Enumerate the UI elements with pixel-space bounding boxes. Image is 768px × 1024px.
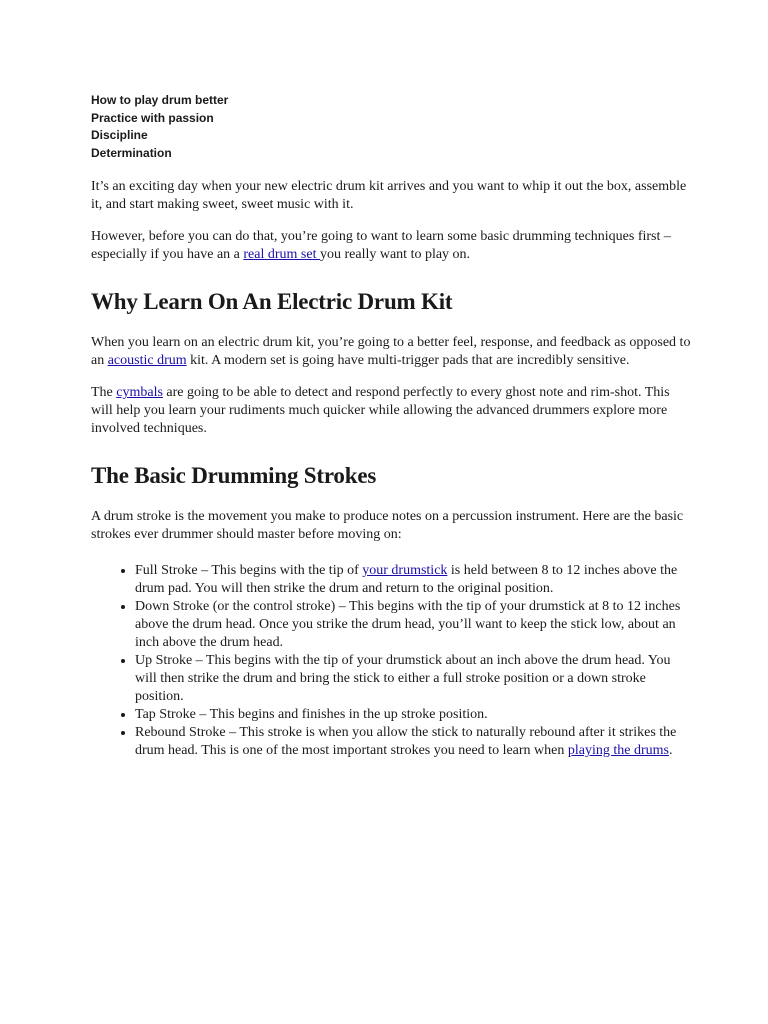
strokes-list [91,562,691,760]
paragraph-electric-kit [91,334,691,370]
text: The [91,385,117,400]
paragraph-before-you-start [91,228,691,264]
acoustic-drum-link[interactable]: acoustic drum [107,353,187,368]
list-item-rebound-stroke [135,724,691,760]
paragraph-stroke-definition: A drum stroke is the movement you make to produce notes on a percussion instrument. Here are the basic strokes ever drummer should master before moving on: [91,509,684,542]
heading-why-electric: Why Learn On An Electric Drum Kit [91,289,453,314]
list-item-full-stroke [135,562,691,598]
cymbals-link[interactable]: cymbals [116,385,163,400]
intro-line: How to play drum better [91,93,229,107]
text: Rebound Stroke – This stroke is when you allow the stick to naturally rebound after it strikes the drum head. This is one of the most important strokes you need to learn when [135,725,677,758]
paragraph-cymbals [91,384,691,438]
real-drum-set-link[interactable]: real drum set [243,247,320,262]
list-item-down-stroke: • Down Stroke (or the control stroke) – This begins with the tip of your drumstick at 8 to 12 inches above the drum head. Once you strike the drum head, you’ll want to keep the stick low, about an inch above the drum head. [135,598,691,652]
text: However, before you can do that, you’re going to want to learn some basic drumming techniques first – especially if you have an a [91,229,671,262]
intro-line: Discipline [91,128,148,142]
text: are going to be able to detect and respond perfectly to every ghost note and rim-shot. This will help you learn your rudiments much quicker while allowing the advanced drummers explore more involved techniques. [91,385,670,436]
heading-basic-strokes: The Basic Drumming Strokes [91,463,377,488]
playing-the-drums-link[interactable]: playing the drums [567,743,669,758]
text: When you learn on an electric drum kit, you’re going to a better feel, response, and feedback as opposed to an [91,335,691,368]
text: kit. A modern set is going have multi-trigger pads that are incredibly sensitive. [186,353,630,368]
paragraph-intro: It’s an exciting day when your new electric drum kit arrives and you want to whip it out the box, assemble it, and start making sweet, sweet music with it. [91,179,687,212]
list-item-tap-stroke: • Tap Stroke – This begins and finishes in the up stroke position. [135,706,691,724]
text: . [669,743,673,758]
your-drumstick-link[interactable]: your drumstick [362,563,448,578]
text: you really want to play on. [319,247,471,262]
intro-list [91,92,691,162]
intro-line: Practice with passion [91,110,214,125]
text: Full Stroke – This begins with the tip of [135,563,363,578]
intro-line: Determination [91,145,172,160]
text: is held between 8 to 12 inches above the drum pad. You will then strike the drum and return to the original position. [135,563,678,596]
list-item-up-stroke: • Up Stroke – This begins with the tip of your drumstick about an inch above the drum head. You will then strike the drum and bring the stick to either a full stroke position or a down stroke position. [135,652,691,706]
document-body [91,92,691,760]
